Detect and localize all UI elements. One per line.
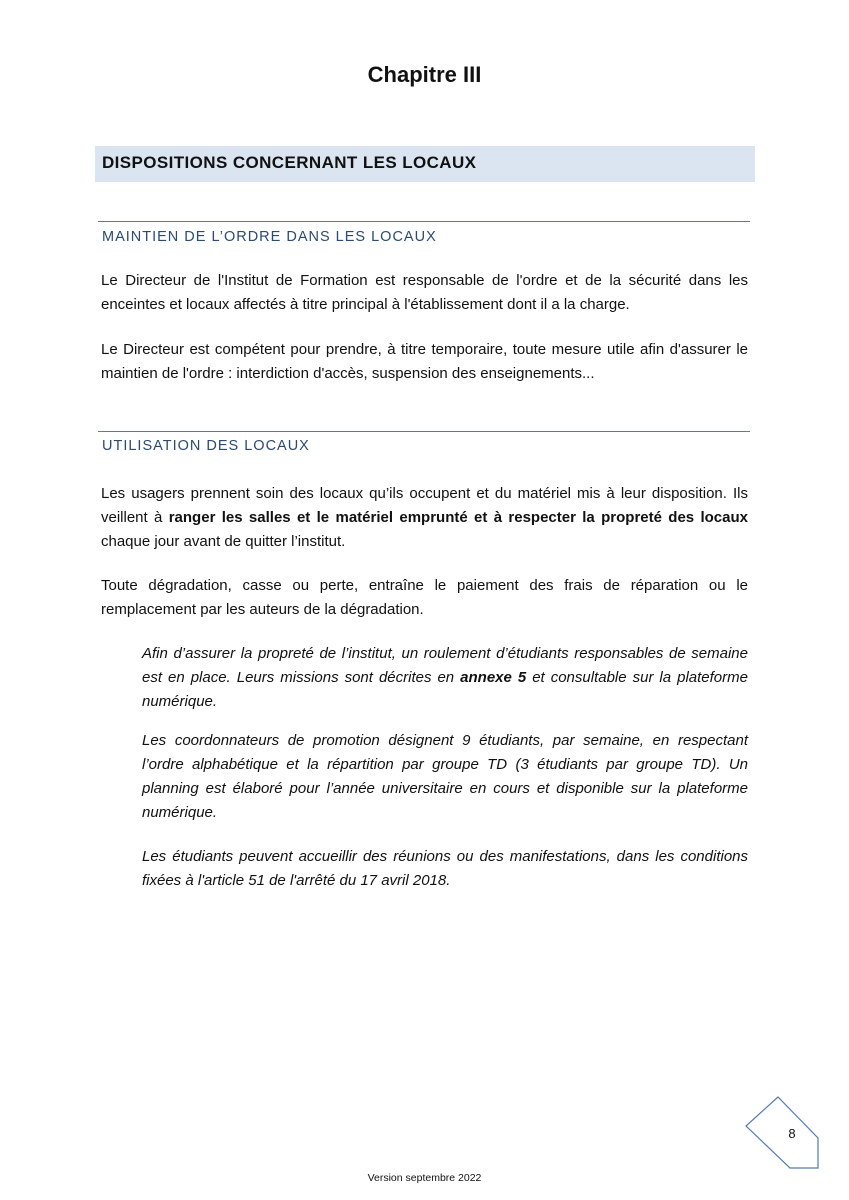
section-banner: [95, 146, 755, 182]
paragraph-text: et consultable sur la plateforme numérique.: [142, 669, 748, 710]
paragraph: [101, 482, 748, 554]
paragraph: Le Directeur est compétent pour prendre, à titre temporaire, toute mesure utile afin d'assurer le maintien de l'ordre : interdiction d'accès, suspension des enseignements...: [101, 341, 748, 382]
paragraph-text: Afin d’assurer la propreté de l’institut, un roulement d’étudiants responsables de semaine est en place. Leurs missions sont décrites en: [142, 645, 748, 686]
paragraph: Toute dégradation, casse ou perte, entraîne le paiement des frais de réparation ou le remplacement par les auteurs de la dégradation.: [101, 577, 748, 618]
section-divider: [98, 431, 750, 432]
bold-emphasis: ranger les salles et le matériel emprunté et à respecter la propreté des locaux: [168, 509, 748, 526]
banner-title: DISPOSITIONS CONCERNANT LES LOCAUX: [102, 153, 477, 172]
italic-paragraph: [142, 642, 748, 714]
annex-reference: annexe 5: [460, 669, 527, 686]
italic-paragraph: Les coordonnateurs de promotion désignent 9 étudiants, par semaine, en respectant l’ordre alphabétique et la répartition par groupe TD (3 étudiants par groupe TD). Un planning est élaboré pour l’année universitaire en cours et disponible sur la plateforme numérique.: [142, 732, 748, 821]
section-divider: [98, 221, 750, 222]
section-heading-ordre: MAINTIEN DE L’ORDRE DANS LES LOCAUX: [102, 229, 437, 245]
chapter-title: Chapitre III: [367, 62, 482, 87]
paragraph-text: chaque jour avant de quitter l’institut.: [101, 533, 346, 550]
paragraph: Le Directeur de l'Institut de Formation est responsable de l'ordre et de la sécurité dans les enceintes et locaux affectés à titre principal à l'établissement dont il a la charge.: [101, 272, 748, 313]
paragraph-text: Les usagers prennent soin des locaux qu’ils occupent et du matériel mis à leur disposition. Ils veillent à: [101, 485, 748, 526]
italic-paragraph: Les étudiants peuvent accueillir des réunions ou des manifestations, dans les conditions fixées à l'article 51 de l'arrêté du 17 avril 2018.: [142, 848, 748, 889]
footer-version: Version septembre 2022: [367, 1172, 482, 1184]
page-number: 8: [788, 1126, 796, 1141]
section-heading-utilisation: UTILISATION DES LOCAUX: [102, 438, 310, 454]
